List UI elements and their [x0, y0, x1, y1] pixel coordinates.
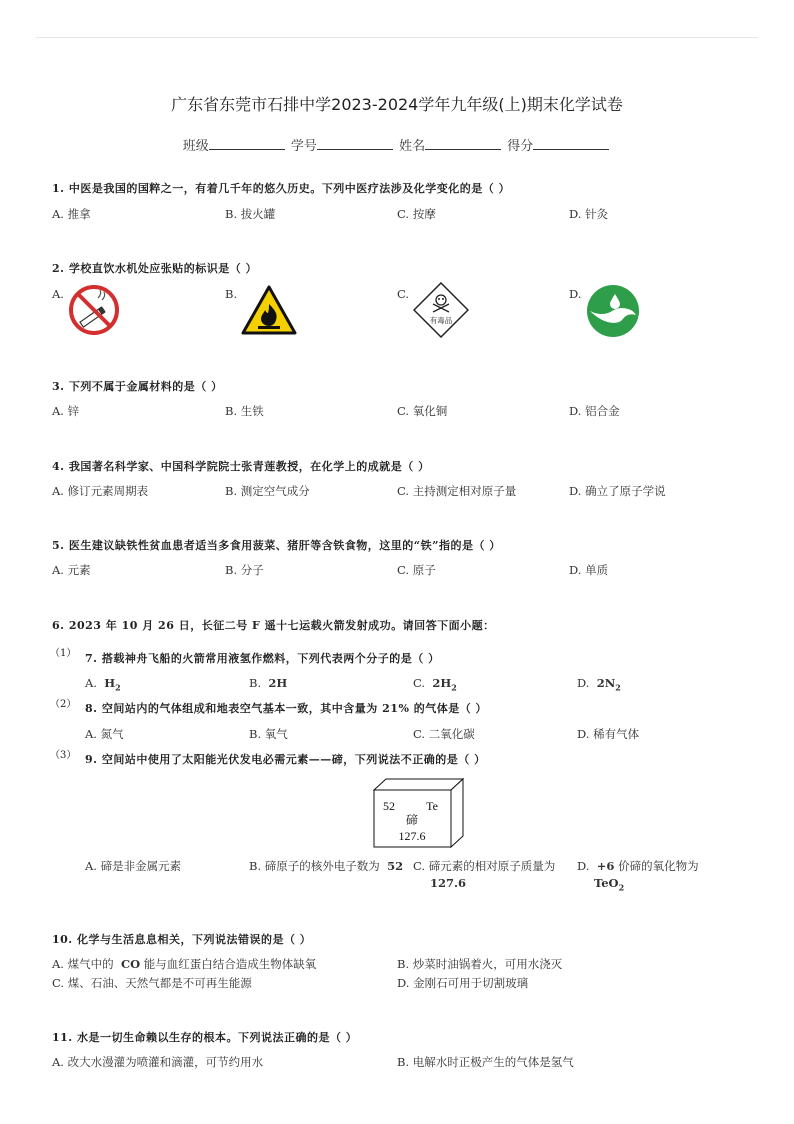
q7-option-c [413, 676, 457, 692]
q8-option-c: C. 二氧化碳 [413, 727, 475, 741]
question-11-stem: 11. 水是一切生命赖以生存的根本。下列说法正确的是（ ） [52, 1031, 358, 1044]
q10-a-text-pre: A. 煤气中的 [52, 957, 114, 971]
subquestion-3-marker: （3） [50, 750, 77, 761]
q9-option-a: A. 碲是非金属元素 [85, 859, 182, 873]
q1-option-d: D. 针灸 [569, 207, 609, 221]
q4-option-d: D. 确立了原子学说 [569, 484, 666, 498]
tellurium-element-box [373, 778, 465, 848]
q8-option-b: B. 氧气 [249, 727, 288, 741]
q10-option-b: B. 炒菜时油锅着火，可用水浇灭 [397, 957, 563, 971]
q7-d-label: D. [577, 676, 590, 690]
q9-c-number: 127.6 [430, 876, 467, 890]
question-6-stem: 6. 2023 年 10 月 26 日，长征二号 F 遥十七运载火箭发射成功。请回答下面小题： [52, 619, 495, 632]
q9-b-text: B. 碲原子的核外电子数为 [249, 859, 380, 873]
q7-c-formula: 2H [432, 676, 452, 690]
te-name: 碲 [405, 813, 419, 827]
q9-option-d [577, 858, 699, 874]
q7-a-label: A. [85, 676, 97, 690]
student-info-line [0, 135, 794, 154]
q3-option-b: B. 生铁 [225, 404, 264, 418]
question-10-stem: 10. 化学与生活息息相关，下列说法错误的是（ ） [52, 933, 312, 946]
q7-option-d [577, 676, 621, 692]
q7-option-a [85, 676, 121, 692]
water-saving-icon [585, 284, 641, 338]
q3-option-c: C. 氧化铜 [397, 404, 448, 418]
q7-d-formula: 2N [596, 676, 616, 690]
q7-b-label: B. [249, 676, 262, 690]
q4-option-a: A. 修订元素周期表 [52, 484, 149, 498]
poison-label: 有毒品 [429, 316, 453, 325]
q2-option-b: B. [225, 287, 238, 301]
q9-d-formula [594, 876, 624, 892]
te-symbol: Te [426, 799, 438, 813]
q7-option-b [249, 676, 287, 690]
q9-d-valence: +6 [596, 859, 615, 873]
q7-d-subscript: 2 [615, 682, 621, 693]
q2-option-a: A. [52, 287, 64, 301]
q10-option-d: D. 金刚石可用于切割玻璃 [397, 976, 529, 990]
q7-c-label: C. [413, 676, 426, 690]
q1-option-b: B. 拔火罐 [225, 207, 276, 221]
q11-option-b: B. 电解水时正极产生的气体是氢气 [397, 1055, 574, 1069]
q7-a-subscript: 2 [115, 682, 121, 693]
q9-option-c [413, 858, 555, 874]
q5-option-a: A. 元素 [52, 563, 91, 577]
q9-option-b [249, 858, 403, 874]
question-4-stem: 4. 我国著名科学家、中国科学院院士张青莲教授，在化学上的成就是（ ） [52, 460, 430, 473]
q8-option-d: D. 稀有气体 [577, 727, 640, 741]
q7-b-formula: 2H [268, 676, 288, 690]
question-3-stem: 3. 下列不属于金属材料的是（ ） [52, 380, 223, 393]
q3-option-a: A. 锌 [52, 404, 80, 418]
class-blank [209, 137, 285, 150]
class-label: 班级 [182, 139, 209, 154]
q9-d-formula-subscript: 2 [618, 882, 625, 893]
q3-option-d: D. 铝合金 [569, 404, 620, 418]
score-label: 得分 [507, 139, 534, 154]
q2-option-c: C. [397, 287, 410, 301]
q5-option-d: D. 单质 [569, 563, 609, 577]
subquestion-1-marker: （1） [50, 648, 77, 659]
number-label: 学号 [290, 139, 317, 154]
q2-option-d: D. [569, 287, 582, 301]
name-blank [425, 137, 501, 150]
q7-c-subscript: 2 [451, 682, 457, 693]
q9-b-number: 52 [387, 859, 404, 873]
q4-option-c: C. 主持测定相对原子量 [397, 484, 517, 498]
q10-a-co-formula: CO [120, 957, 141, 971]
question-1-stem: 1. 中医是我国的国粹之一，有着几千年的悠久历史。下列中医疗法涉及化学变化的是（ ） [52, 182, 511, 195]
q8-option-a: A. 氮气 [85, 727, 124, 741]
q11-option-a: A. 改大水漫灌为喷灌和滴灌，可节约用水 [52, 1055, 264, 1069]
subquestion-2-marker: （2） [50, 699, 77, 710]
question-9-stem: 9. 空间站中使用了太阳能光伏发电必需元素——碲，下列说法不正确的是（ ） [85, 753, 486, 766]
score-blank [533, 137, 609, 150]
q9-d-label: D. [577, 859, 590, 873]
question-5-stem: 5. 医生建议缺铁性贫血患者适当多食用菠菜、猪肝等含铁食物，这里的“铁”指的是（ ） [52, 539, 501, 552]
poison-warning-icon [413, 282, 469, 338]
q9-c-text: C. 碲元素的相对原子质量为 [413, 859, 556, 873]
q4-option-b: B. 测定空气成分 [225, 484, 310, 498]
te-atomic-number: 52 [383, 799, 395, 813]
name-label: 姓名 [399, 139, 426, 154]
exam-title: 广东省东莞市石排中学2023-2024学年九年级(上)期末化学试卷 [171, 95, 623, 114]
q5-option-b: B. 分子 [225, 563, 264, 577]
q10-option-c: C. 煤、石油、天然气都是不可再生能源 [52, 976, 252, 990]
no-smoking-icon [68, 284, 120, 336]
te-atomic-mass: 127.6 [398, 829, 426, 843]
q10-option-a [52, 956, 316, 972]
q10-a-text-post: 能与血红蛋白结合造成生物体缺氧 [143, 957, 317, 971]
question-2-stem: 2. 学校直饮水机处应张贴的标识是（ ） [52, 262, 258, 275]
question-7-stem: 7. 搭载神舟飞船的火箭常用液氢作燃料，下列代表两个分子的是（ ） [85, 652, 440, 665]
q9-d-formula-main: TeO [594, 876, 619, 890]
flammable-warning-icon [240, 284, 298, 336]
number-blank [317, 137, 393, 150]
question-8-stem: 8. 空间站内的气体组成和地表空气基本一致，其中含量为 21% 的气体是（ ） [85, 702, 488, 715]
page-top-rule [36, 37, 758, 38]
q1-option-c: C. 按摩 [397, 207, 436, 221]
q5-option-c: C. 原子 [397, 563, 436, 577]
q9-d-text: 价碲的氧化物为 [618, 859, 699, 873]
q7-a-formula: H [104, 676, 116, 690]
q1-option-a: A. 推拿 [52, 207, 91, 221]
